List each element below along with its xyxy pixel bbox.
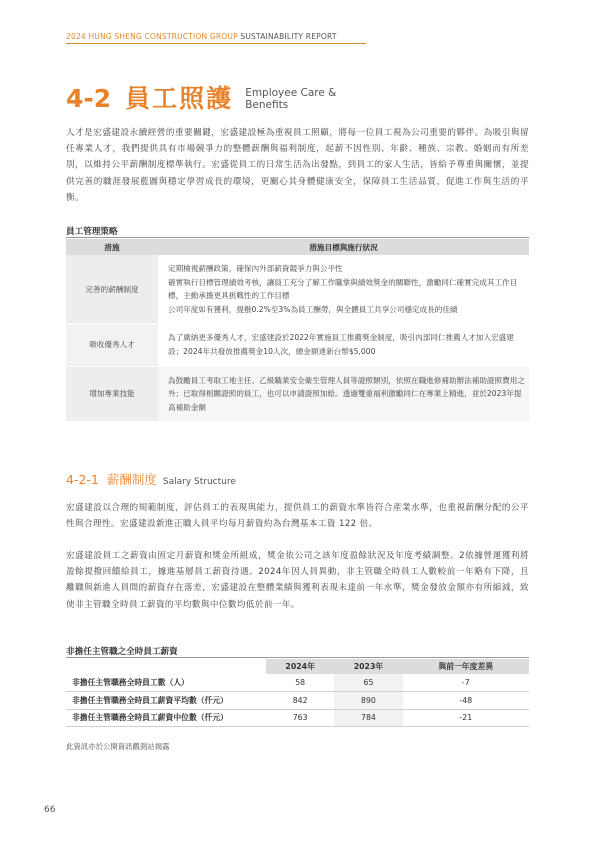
chapter-number: 4-2 [66, 84, 112, 113]
table-note: 此資訊亦於公開資訊觀測站揭露 [66, 742, 170, 751]
policy-row [66, 255, 529, 324]
salary-paragraph-2: 宏盛建設員工之薪資由固定月薪資和獎金所組成，獎金依公司之該年度盈餘狀況及年度考績調整。2依據營運獲利將盈餘提撥回饋給員工，據進基層員工薪資待遇。2024年因人員異動，非主管職全時員工人數較前一年略有下降，且離職與新進人員間的薪資存在落差，宏盛建設在整體業績與獲利表現未達前一年水準，獎金發放金額亦有所縮減，致使非主管職全時員工薪資的平均數與中位數均低於前一年。 [66, 551, 529, 610]
policy-row [66, 366, 529, 421]
chapter-title [66, 84, 355, 114]
salary-row-label: 非擔任主管職務全時員工數（人） [66, 674, 266, 692]
policy-section-rule [66, 237, 529, 238]
policy-measure: 完善的薪酬制度 [66, 255, 158, 324]
policy-line: 為了廣納更多優秀人才，宏盛建設於2022年實施員工推薦獎金制度，吸引內部同仁推薦人才加入宏盛建設；2024年共發放推薦獎金10人次，總金額達新台幣$5,000 [168, 333, 514, 356]
salary-table-caption: 非擔任主管職之全時員工薪資 [66, 647, 178, 657]
salary-cell-2023: 65 [334, 674, 402, 692]
salary-header-2023: 2023年 [334, 659, 402, 674]
salary-cell-diff: -21 [403, 709, 529, 727]
policy-line: 定期檢視薪酬政策，確保內外部薪資競爭力與公平性 [168, 264, 343, 273]
salary-paragraph-1: 宏盛建設以合理的規範制度，評估員工的表現與能力，提供員工的薪資水準皆符合產業水準，也重視薪酬分配的公平性與合理性。宏盛建設新進正職人員平均每月薪資約為台灣基本工資 122 倍。 [66, 503, 529, 530]
salary-header-blank [66, 659, 266, 674]
chapter-title-en: Employee Care & Benefits [245, 87, 337, 111]
policy-line: 確實執行目標管理績效考核，讓員工充分了解工作職掌與績效獎金的關聯性，激勵同仁確實完成其工作目標，主動承擔更具挑戰性的工作目標 [168, 277, 518, 301]
salary-cell-2024: 763 [266, 709, 334, 727]
table-row [66, 674, 529, 692]
table-row [66, 709, 529, 727]
header-report: SUSTAINABILITY REPORT [240, 32, 337, 41]
salary-header-diff: 與前一年度差異 [403, 659, 529, 674]
chapter-title-zh: 員工照護 [125, 84, 234, 113]
policy-header-goal: 措施目標與施行狀況 [158, 239, 529, 255]
subsection-title [66, 470, 236, 488]
policy-measure: 吸收優秀人才 [66, 324, 158, 366]
salary-cell-2023: 784 [334, 709, 402, 727]
header-org: 2024 HUNG SHENG CONSTRUCTION GROUP [66, 32, 238, 41]
salary-row-label: 非擔任主管職務全時員工薪資中位數（仟元） [66, 709, 266, 727]
salary-cell-2024: 58 [266, 674, 334, 692]
salary-header-2024: 2024年 [266, 659, 334, 674]
policy-line: 公司年度如有獲利，提撥0.2%至3%為員工酬勞，與全體員工共享公司穩定成長的佳績 [168, 304, 458, 314]
table-row [66, 692, 529, 710]
salary-table [66, 659, 529, 727]
subsection-number: 4-2-1 [66, 472, 99, 487]
salary-row-label: 非擔任主管職務全時員工薪資平均數（仟元） [66, 692, 266, 710]
salary-cell-diff: -48 [403, 692, 529, 710]
policy-line: 為鼓勵員工考取工地主任、乙級職業安全衛生管理人員等證照類別，依照在職進修補助辦法補助證照費用之外；已取得相關證照的員工，也可以申請證照加給。透過雙重福利激勵同仁在專業上精進，並於2023年提高補助金額 [168, 375, 525, 412]
running-header [66, 32, 366, 44]
policy-measure: 增加專業技能 [66, 366, 158, 421]
subsection-title-zh: 薪酬制度 [106, 472, 157, 487]
policy-row [66, 324, 529, 366]
subsection-title-en: Salary Structure [162, 477, 236, 487]
salary-table-rule [66, 657, 529, 658]
policy-header-measure: 措施 [66, 239, 158, 255]
page-number: 66 [44, 805, 56, 815]
policy-section-label: 員工管理策略 [66, 227, 118, 237]
intro-paragraph: 人才是宏盛建設永續經營的重要關鍵，宏盛建設極為重視員工照顧，將每一位員工視為公司重要的夥伴。為吸引與留任專業人才，我們提供具有市場競爭力的整體薪酬與福利制度，起薪不因性別、年齡、種族、宗教、婚姻而有所差別，以維持公平薪酬制度標準執行。宏盛從員工的日常生活為出發點，到員工的家人生活，皆給予尊重與關懷，並提供完善的職涯發展藍圖與穩定學習成長的環境，更關心其身體健康安全，保障員工生活品質，促進工作與生活的平衡。 [66, 128, 529, 203]
salary-cell-2023: 890 [334, 692, 402, 710]
policy-table [66, 239, 529, 421]
salary-cell-diff: -7 [403, 674, 529, 692]
salary-cell-2024: 842 [266, 692, 334, 710]
